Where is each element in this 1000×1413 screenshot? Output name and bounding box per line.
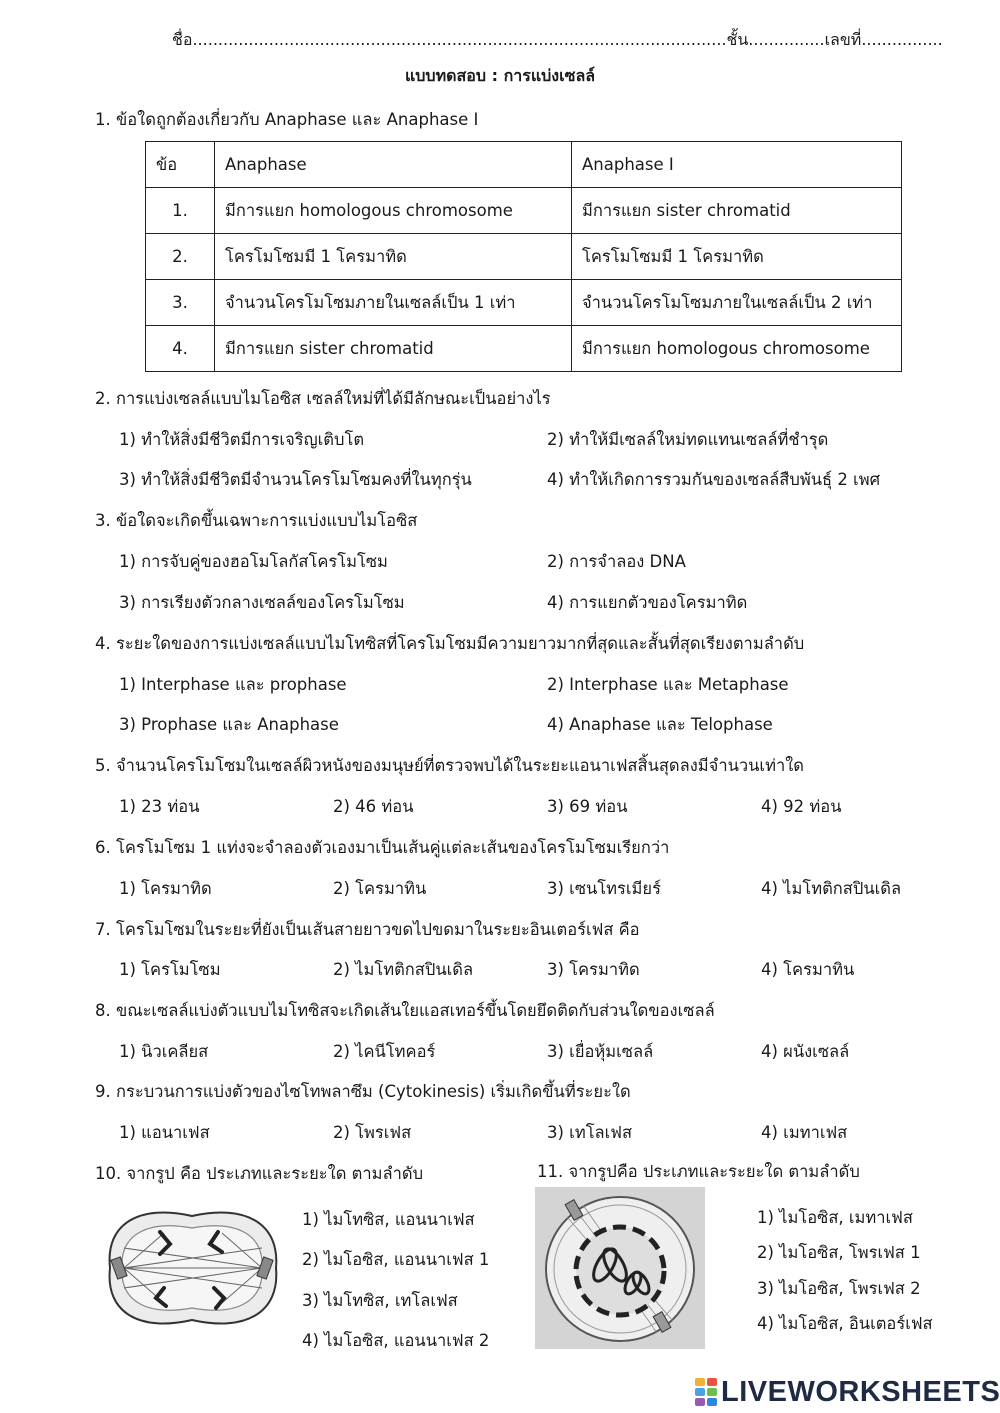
q9-option-2[interactable]: 2) โพรเฟส: [333, 1123, 412, 1142]
table-cell: 1.: [146, 188, 215, 234]
q10-option-1[interactable]: 1) ไมโทซิส, แอนนาเฟส: [302, 1210, 475, 1229]
table-cell: มีการแยก homologous chromosome: [215, 188, 572, 234]
table-row[interactable]: [146, 188, 902, 234]
question-7: 7. โครโมโซมในระยะที่ยังเป็นเส้นสายยาวขดไปขดมาในระยะอินเตอร์เฟส คือ: [95, 920, 640, 939]
q3-option-3[interactable]: 3) การเรียงตัวกลางเซลล์ของโครโมโซม: [119, 593, 405, 612]
q8-option-3[interactable]: 3) เยื่อหุ้มเซลล์: [547, 1042, 654, 1061]
question-2: 2. การแบ่งเซลล์แบบไมโอซิส เซลล์ใหม่ที่ได้มีลักษณะเป็นอย่างไร: [95, 389, 551, 408]
logo-tile: [695, 1378, 705, 1386]
question-11: 11. จากรูปคือ ประเภทและระยะใด ตามลำดับ: [537, 1162, 860, 1181]
table-header-cell: Anaphase: [215, 142, 572, 188]
q8-option-2[interactable]: 2) ไคนีโทคอร์: [333, 1042, 436, 1061]
logo-text: LIVEWORKSHEETS: [721, 1375, 1000, 1408]
q10-option-2[interactable]: 2) ไมโอซิส, แอนนาเฟส 1: [302, 1250, 490, 1269]
question-9: 9. กระบวนการแบ่งตัวของไซโทพลาซึม (Cytokinesis) เริ่มเกิดขึ้นที่ระยะใด: [95, 1082, 631, 1101]
q6-option-2[interactable]: 2) โครมาทิน: [333, 879, 427, 898]
page-title: แบบทดสอบ : การแบ่งเซลล์: [404, 66, 596, 85]
logo-tile: [695, 1398, 705, 1406]
q6-option-1[interactable]: 1) โครมาทิด: [119, 879, 212, 898]
question-5: 5. จำนวนโครโมโซมในเซลล์ผิวหนังของมนุษย์ที่ตรวจพบได้ในระยะแอนาเฟสสิ้นสุดลงมีจำนวนเท่าใด: [95, 756, 804, 775]
table-row[interactable]: [146, 234, 902, 280]
table-cell: โครโมโซมมี 1 โครมาทิด: [215, 234, 572, 280]
anaphase-cell-diagram: [100, 1198, 285, 1338]
q5-option-2[interactable]: 2) 46 ท่อน: [333, 797, 414, 816]
q9-option-4[interactable]: 4) เมทาเฟส: [761, 1123, 848, 1142]
table-header-cell: Anaphase I: [572, 142, 902, 188]
q7-option-1[interactable]: 1) โครโมโซม: [119, 960, 221, 979]
question-1: 1. ข้อใดถูกต้องเกี่ยวกับ Anaphase และ Anaphase I: [95, 110, 479, 129]
q7-option-3[interactable]: 3) โครมาทิด: [547, 960, 640, 979]
table-cell: มีการแยก sister chromatid: [572, 188, 902, 234]
q4-option-1[interactable]: 1) Interphase และ prophase: [119, 675, 347, 694]
logo-tile: [707, 1398, 717, 1406]
prophase-cell-diagram: [535, 1187, 705, 1349]
logo-tile: [707, 1378, 717, 1386]
table-cell: มีการแยก sister chromatid: [215, 326, 572, 372]
q5-option-3[interactable]: 3) 69 ท่อน: [547, 797, 628, 816]
question-10: 10. จากรูป คือ ประเภทและระยะใด ตามลำดับ: [95, 1164, 424, 1183]
q3-option-1[interactable]: 1) การจับคู่ของฮอโมโลกัสโครโมโซม: [119, 552, 388, 571]
q7-option-4[interactable]: 4) โครมาทิน: [761, 960, 855, 979]
table-row[interactable]: [146, 326, 902, 372]
table-cell: โครโมโซมมี 1 โครมาทิด: [572, 234, 902, 280]
q11-option-1[interactable]: 1) ไมโอซิส, เมทาเฟส: [757, 1208, 913, 1227]
q3-option-4[interactable]: 4) การแยกตัวของโครมาทิด: [547, 593, 748, 612]
q4-option-4[interactable]: 4) Anaphase และ Telophase: [547, 715, 773, 734]
q5-option-1[interactable]: 1) 23 ท่อน: [119, 797, 200, 816]
table-cell: จำนวนโครโมโซมภายในเซลล์เป็น 1 เท่า: [215, 280, 572, 326]
q9-option-1[interactable]: 1) แอนาเฟส: [119, 1123, 210, 1142]
q6-option-4[interactable]: 4) ไมโทติกสปินเดิล: [761, 879, 902, 898]
q11-option-4[interactable]: 4) ไมโอซิส, อินเตอร์เฟส: [757, 1314, 933, 1333]
q10-option-4[interactable]: 4) ไมโอซิส, แอนนาเฟส 2: [302, 1331, 490, 1350]
student-info-line: ชื่อ.........................................................................................................ชั้น...............เลขที่................: [172, 30, 943, 49]
table-cell: 3.: [146, 280, 215, 326]
question-6: 6. โครโมโซม 1 แท่งจะจำลองตัวเองมาเป็นเส้นคู่แต่ละเส้นของโครโมโซมเรียกว่า: [95, 838, 670, 857]
q9-option-3[interactable]: 3) เทโลเฟส: [547, 1123, 633, 1142]
liveworksheets-logo[interactable]: [695, 1375, 1000, 1409]
table-cell: 2.: [146, 234, 215, 280]
q4-option-3[interactable]: 3) Prophase และ Anaphase: [119, 715, 339, 734]
q8-option-1[interactable]: 1) นิวเคลียส: [119, 1042, 209, 1061]
q2-option-2[interactable]: 2) ทำให้มีเซลล์ใหม่ทดแทนเซลล์ที่ชำรุด: [547, 430, 829, 449]
question-3: 3. ข้อใดจะเกิดขึ้นเฉพาะการแบ่งแบบไมโอซิส: [95, 511, 418, 530]
table-header-cell: ข้อ: [146, 142, 215, 188]
q2-option-3[interactable]: 3) ทำให้สิ่งมีชีวิตมีจำนวนโครโมโซมคงที่ในทุกรุ่น: [119, 470, 472, 489]
question-8: 8. ขณะเซลล์แบ่งตัวแบบไมโทซิสจะเกิดเส้นใยแอสเทอร์ขึ้นโดยยึดติดกับส่วนใดของเซลล์: [95, 1001, 715, 1020]
anaphase-comparison-table: [145, 141, 902, 372]
q8-option-4[interactable]: 4) ผนังเซลล์: [761, 1042, 850, 1061]
table-row[interactable]: [146, 280, 902, 326]
q4-option-2[interactable]: 2) Interphase และ Metaphase: [547, 675, 789, 694]
table-header-row: [146, 142, 902, 188]
q2-option-1[interactable]: 1) ทำให้สิ่งมีชีวิตมีการเจริญเติบโต: [119, 430, 365, 449]
q6-option-3[interactable]: 3) เซนโทรเมียร์: [547, 879, 661, 898]
logo-tile: [707, 1388, 717, 1396]
liveworksheets-logo-icon: [695, 1378, 717, 1406]
q11-option-3[interactable]: 3) ไมโอซิส, โพรเฟส 2: [757, 1279, 921, 1298]
q11-option-2[interactable]: 2) ไมโอซิส, โพรเฟส 1: [757, 1243, 921, 1262]
logo-tile: [695, 1388, 705, 1396]
q3-option-2[interactable]: 2) การจำลอง DNA: [547, 552, 686, 571]
table-cell: มีการแยก homologous chromosome: [572, 326, 902, 372]
q5-option-4[interactable]: 4) 92 ท่อน: [761, 797, 842, 816]
question-4: 4. ระยะใดของการแบ่งเซลล์แบบไมโทซิสที่โครโมโซมมีความยาวมากที่สุดและสั้นที่สุดเรียงตามลำดับ: [95, 634, 805, 653]
table-cell: จำนวนโครโมโซมภายในเซลล์เป็น 2 เท่า: [572, 280, 902, 326]
table-cell: 4.: [146, 326, 215, 372]
q10-option-3[interactable]: 3) ไมโทซิส, เทโลเฟส: [302, 1291, 458, 1310]
q2-option-4[interactable]: 4) ทำให้เกิดการรวมกันของเซลล์สืบพันธุ์ 2 เพศ: [547, 470, 881, 489]
q7-option-2[interactable]: 2) ไมโทติกสปินเดิล: [333, 960, 474, 979]
